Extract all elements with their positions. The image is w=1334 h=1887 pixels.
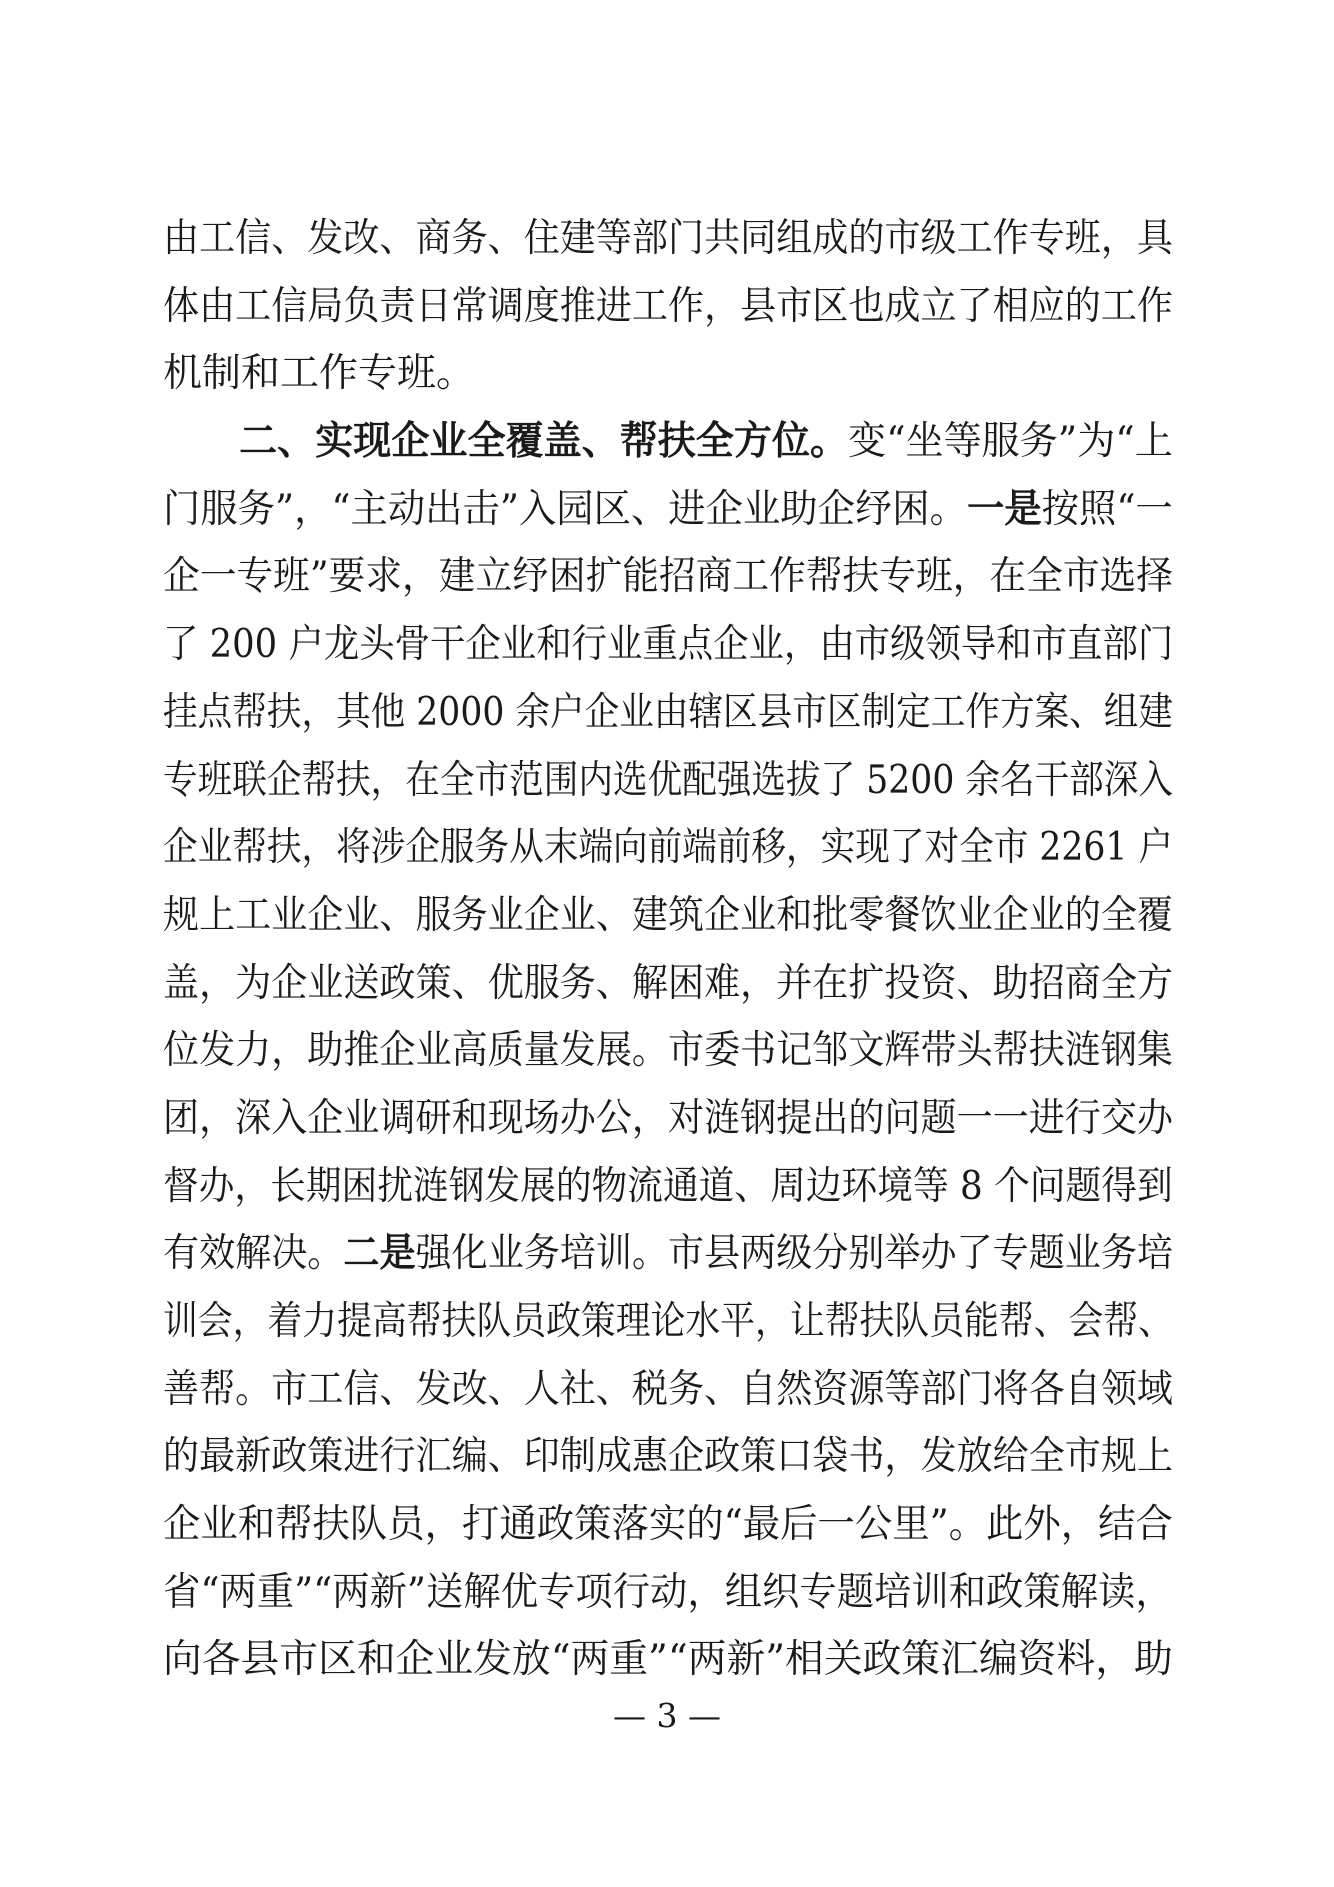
text-segment: 企一专班”要求，建立纾困扩能招商工作帮扶专班，在全市选择	[163, 554, 1173, 600]
text-segment: 由工信、发改、商务、住建等部门共同组成的市级工作专班，具	[163, 216, 1174, 261]
page-number: — 3 —	[613, 1696, 721, 1735]
bold-text-segment: 一是	[966, 485, 1042, 532]
text-line	[163, 882, 1174, 950]
text-segment	[163, 419, 239, 464]
text-segment: 强化业务培训。市县两级分别举办了专题业务培	[415, 1231, 1174, 1277]
text-segment: 变“坐等服务”为“上	[848, 419, 1173, 465]
text-line	[163, 1288, 1173, 1356]
text-segment: 规上工业企业、服务业企业、建筑企业和批零餐饮业企业的全覆	[163, 892, 1174, 938]
text-line	[163, 1559, 1173, 1627]
text-line	[163, 1220, 1174, 1288]
bold-text-segment: 二、实现企业全覆盖、帮扶全方位。	[239, 418, 849, 465]
text-line	[163, 1153, 1173, 1221]
text-segment: 门服务”，“主动出击”入园区、进企业助企纾困。	[163, 486, 967, 532]
text-line	[163, 1356, 1174, 1424]
text-segment: 体由工信局负责日常调度推进工作，县市区也成立了相应的工作	[163, 283, 1174, 329]
text-line	[163, 679, 1174, 747]
text-line	[163, 747, 1174, 815]
text-segment: 盖，为企业送政策、优服务、解困难，并在扩投资、助招商全方	[163, 960, 1174, 1006]
bold-text-segment: 二是	[343, 1230, 416, 1277]
text-line	[163, 476, 1173, 544]
text-segment: 督办，长期困扰涟钢发展的物流通道、周边环境等 8 个问题得到	[163, 1163, 1173, 1209]
text-line	[163, 1017, 1174, 1085]
text-line	[163, 543, 1173, 611]
text-line	[163, 1423, 1174, 1491]
text-segment: 专班联企帮扶，在全市范围内选优配强选拔了 5200 余名干部深入	[163, 757, 1174, 803]
document-body	[163, 205, 1173, 1694]
text-segment: 善帮。市工信、发改、人社、税务、自然资源等部门将各自领域	[163, 1366, 1174, 1412]
text-segment: 挂点帮扶，其他 2000 余户企业由辖区县市区制定工作方案、组建	[163, 689, 1174, 735]
text-line	[163, 611, 1174, 679]
text-line	[163, 814, 1174, 882]
text-line	[163, 205, 1174, 273]
text-line	[163, 1491, 1173, 1559]
text-line	[163, 950, 1174, 1018]
text-segment: 企业和帮扶队员，打通政策落实的“最后一公里”。此外，结合	[163, 1502, 1173, 1548]
text-segment: 训会，着力提高帮扶队员政策理论水平，让帮扶队员能帮、会帮、	[163, 1299, 1173, 1344]
text-segment: 省“两重”“两新”送解优专项行动，组织专题培训和政策解读，	[163, 1569, 1173, 1615]
text-segment: 位发力，助推企业高质量发展。市委书记邹文辉带头帮扶涟钢集	[163, 1028, 1174, 1074]
text-segment: 了 200 户龙头骨干企业和行业重点企业，由市级领导和市直部门	[163, 622, 1174, 668]
text-line	[163, 273, 1174, 341]
text-line	[163, 340, 1173, 408]
text-segment: 向各县市区和企业发放“两重”“两新”相关政策汇编资料，助	[163, 1637, 1173, 1683]
text-line	[163, 408, 1173, 476]
text-line	[163, 1626, 1173, 1694]
text-segment: 团，深入企业调研和现场办公，对涟钢提出的问题一一进行交办	[163, 1095, 1174, 1141]
text-segment: 有效解决。	[163, 1231, 344, 1277]
text-segment: 的最新政策进行汇编、印制成惠企政策口袋书，发放给全市规上	[163, 1434, 1174, 1480]
text-segment: 机制和工作专班。	[163, 351, 476, 397]
text-line	[163, 1085, 1174, 1153]
text-segment: 企业帮扶，将涉企服务从末端向前端前移，实现了对全市 2261 户	[163, 825, 1174, 871]
text-segment: 按照“一	[1041, 486, 1173, 532]
